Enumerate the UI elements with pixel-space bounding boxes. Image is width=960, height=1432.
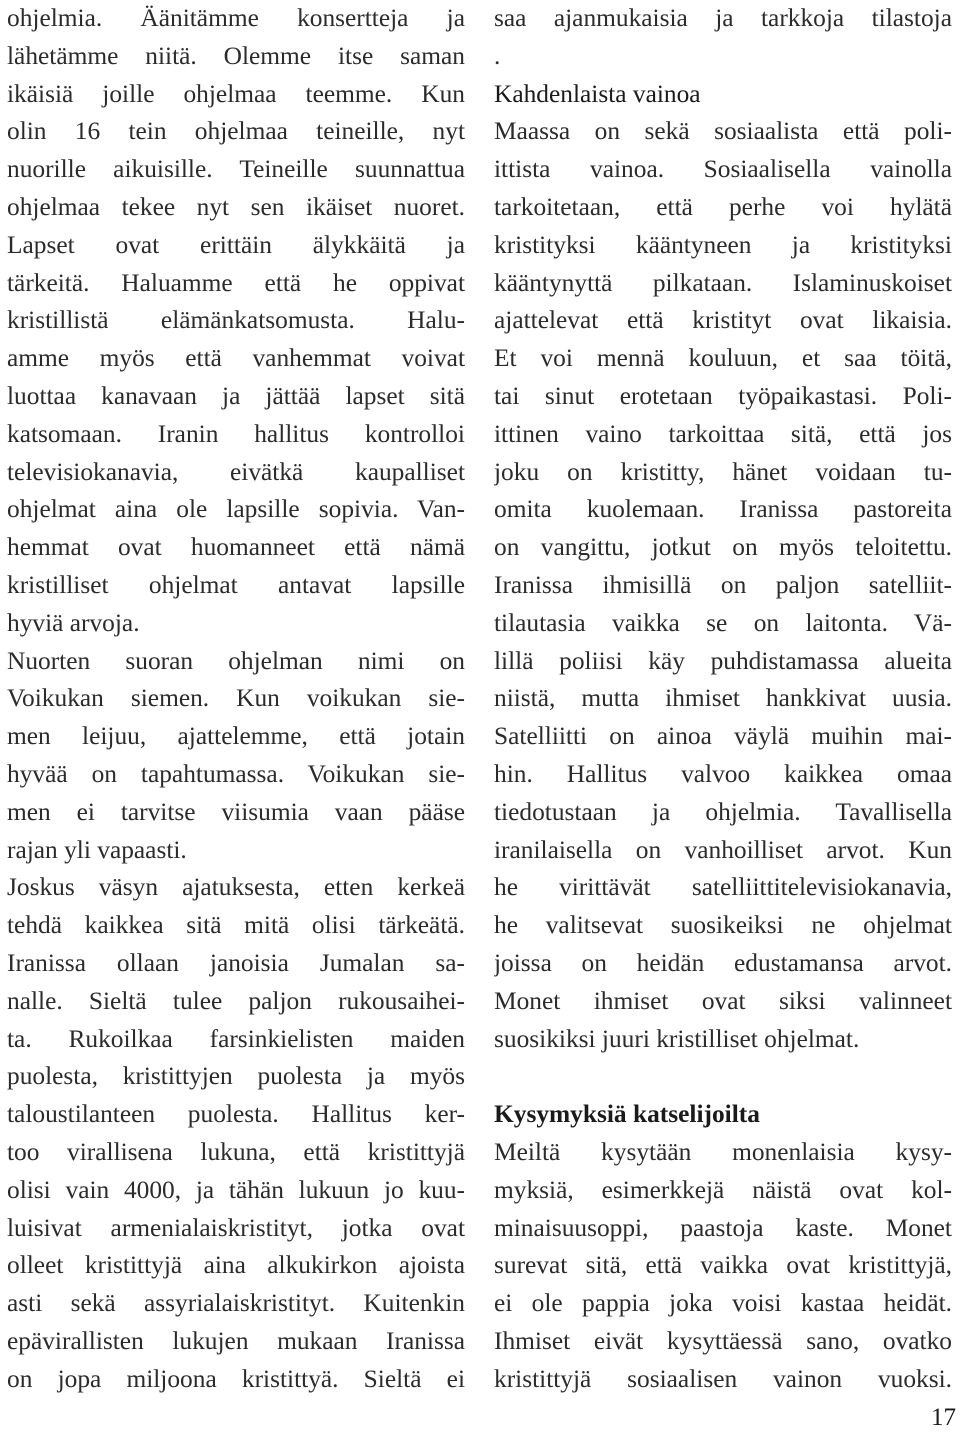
body-text-line: taloustilanteen puolesta. Hallitus ker- [7, 1100, 465, 1129]
body-text-line: Et voi mennä kouluun, et saa töitä, [494, 344, 952, 373]
left-column [7, 0, 465, 1398]
body-text-line: joissa on heidän edustamansa arvot. [494, 948, 952, 977]
body-text-line: minaisuusoppi, paastoja kaste. Monet [494, 1213, 952, 1242]
body-text-line: olisi vain 4000, ja tähän lukuun jo kuu- [7, 1175, 465, 1204]
body-text-line: tilautasia vaikka se on laitonta. Vä- [494, 608, 952, 637]
body-text-line: nalle. Sieltä tulee paljon rukousaihei- [7, 986, 465, 1015]
body-text-line: epävirallisten lukujen mukaan Iranissa [7, 1326, 465, 1355]
body-text-line: tai sinut erotetaan työpaikastasi. Poli- [494, 381, 952, 410]
body-text-line: ittinen vaino tarkoittaa sitä, että jos [494, 419, 952, 448]
body-text-line: Satelliitti on ainoa väylä muihin mai- [494, 722, 952, 751]
body-text-line: men ei tarvitse viisumia vaan pääse [7, 797, 465, 826]
body-text-line: Monet ihmiset ovat siksi valinneet [494, 986, 952, 1015]
body-text-line: kristilliset ohjelmat antavat lapsille [7, 570, 465, 599]
body-text-line: Voikukan siemen. Kun voikukan sie- [7, 684, 465, 713]
section-spacer [494, 1058, 952, 1096]
body-text-line: ohjelmat aina ole lapsille sopivia. Van- [7, 495, 465, 524]
body-text-line: surevat sitä, että vaikka ovat kristittyjä, [494, 1251, 952, 1280]
body-text-line: puolesta, kristittyjen puolesta ja myös [7, 1062, 465, 1091]
body-text-line: kristittyjä sosiaalisen vainon vuoksi. [494, 1364, 952, 1393]
body-text-line: iranilaisella on vanhoilliset arvot. Kun [494, 835, 952, 864]
body-text-line: kääntynyttä pilkataan. Islaminuskoiset [494, 268, 952, 297]
body-text-line: men leijuu, ajattelemme, että jotain [7, 722, 465, 751]
body-text-line: hyviä arvoja. [7, 608, 140, 637]
body-text-line: tärkeitä. Haluamme että he oppivat [7, 268, 465, 297]
body-text-line: hyvää on tapahtumassa. Voikukan sie- [7, 759, 465, 788]
body-text-line: hin. Hallitus valvoo kaikkea omaa [494, 759, 952, 788]
body-text-line: ajattelevat että kristityt ovat likaisia. [494, 306, 952, 335]
body-text-line: hemmat ovat huomanneet että nämä [7, 533, 465, 562]
body-text-line: ittista vainoa. Sosiaalisella vainolla [494, 155, 952, 184]
body-text-line: nuorille aikuisille. Teineille suunnattua [7, 155, 465, 184]
body-text-line: Nuorten suoran ohjelman nimi on [7, 646, 465, 675]
body-text-line: omita kuolemaan. Iranissa pastoreita [494, 495, 952, 524]
body-text-line: tarkoitetaan, että perhe voi hylätä [494, 192, 952, 221]
body-text-line: Ihmiset eivät kysyttäessä sano, ovatko [494, 1326, 952, 1355]
body-text-line: luisivat armenialaiskristityt, jotka ovat [7, 1213, 465, 1242]
body-text-line: ei ole pappia joka voisi kastaa heidät. [494, 1289, 952, 1318]
body-text-line: olleet kristittyjä aina alkukirkon ajoista [7, 1251, 465, 1280]
body-text-line: olin 16 tein ohjelmaa teineille, nyt [7, 117, 465, 146]
body-text-line: Lapset ovat erittäin älykkäitä ja [7, 230, 465, 259]
body-text-line: Maassa on sekä sosiaalista että poli- [494, 117, 952, 146]
body-text-line: katsomaan. Iranin hallitus kontrolloi [7, 419, 465, 448]
body-text-line: myksiä, esimerkkejä näistä ovat kol- [494, 1175, 952, 1204]
body-text-line: ohjelmia. Äänitämme konsertteja ja [7, 4, 465, 32]
page-number: 17 [931, 1404, 956, 1431]
body-text-line: amme myös että vanhemmat voivat [7, 344, 465, 373]
body-text-line: Meiltä kysytään monenlaisia kysy- [494, 1137, 952, 1166]
section-heading-persecution: Kahdenlaista vainoa [494, 79, 701, 108]
body-text-line: . [494, 41, 501, 70]
body-text-line: ikäisiä joille ohjelmaa teemme. Kun [7, 79, 465, 108]
body-text-line: ta. Rukoilkaa farsinkielisten maiden [7, 1024, 465, 1053]
body-text-line: tehdä kaikkea sitä mitä olisi tärkeätä. [7, 911, 465, 940]
body-text-line: lillä poliisi käy puhdistamassa alueita [494, 646, 952, 675]
body-text-line: kristityksi kääntyneen ja kristityksi [494, 230, 952, 259]
body-text-line: Iranissa ihmisillä on paljon satelliit- [494, 570, 952, 599]
body-text-line: lähetämme niitä. Olemme itse saman [7, 41, 465, 70]
body-text-line: saa ajanmukaisia ja tarkkoja tilastoja [494, 4, 952, 32]
body-text-line: televisiokanavia, eivätkä kaupalliset [7, 457, 465, 486]
body-text-line: kristillistä elämänkatsomusta. Halu- [7, 306, 465, 335]
body-text-line: suosikiksi juuri kristilliset ohjelmat. [494, 1024, 860, 1053]
body-text-line: on vangittu, jotkut on myös teloitettu. [494, 533, 952, 562]
body-text-line: joku on kristitty, hänet voidaan tu- [494, 457, 952, 486]
body-text-line: too virallisena lukuna, että kristittyjä [7, 1137, 465, 1166]
section-heading-viewer-questions: Kysymyksiä katselijoilta [494, 1100, 760, 1129]
body-text-line: on jopa miljoona kristittyä. Sieltä ei [7, 1364, 465, 1393]
body-text-line: Joskus väsyn ajatuksesta, etten kerkeä [7, 873, 465, 902]
body-text-line: luottaa kanavaan ja jättää lapset sitä [7, 381, 465, 410]
body-text-line: asti sekä assyrialaiskristityt. Kuitenkin [7, 1289, 465, 1318]
body-text-line: he valitsevat suosikeiksi ne ohjelmat [494, 911, 952, 940]
body-text-line: he virittävät satelliittitelevisiokanavia, [494, 873, 952, 902]
body-text-line: niistä, mutta ihmiset hankkivat uusia. [494, 684, 952, 713]
body-text-line: tiedotustaan ja ohjelmia. Tavallisella [494, 797, 952, 826]
right-column [494, 0, 952, 1398]
body-text-line: ohjelmaa tekee nyt sen ikäiset nuoret. [7, 192, 465, 221]
body-text-line: Iranissa ollaan janoisia Jumalan sa- [7, 948, 465, 977]
body-text-line: rajan yli vapaasti. [7, 835, 187, 864]
